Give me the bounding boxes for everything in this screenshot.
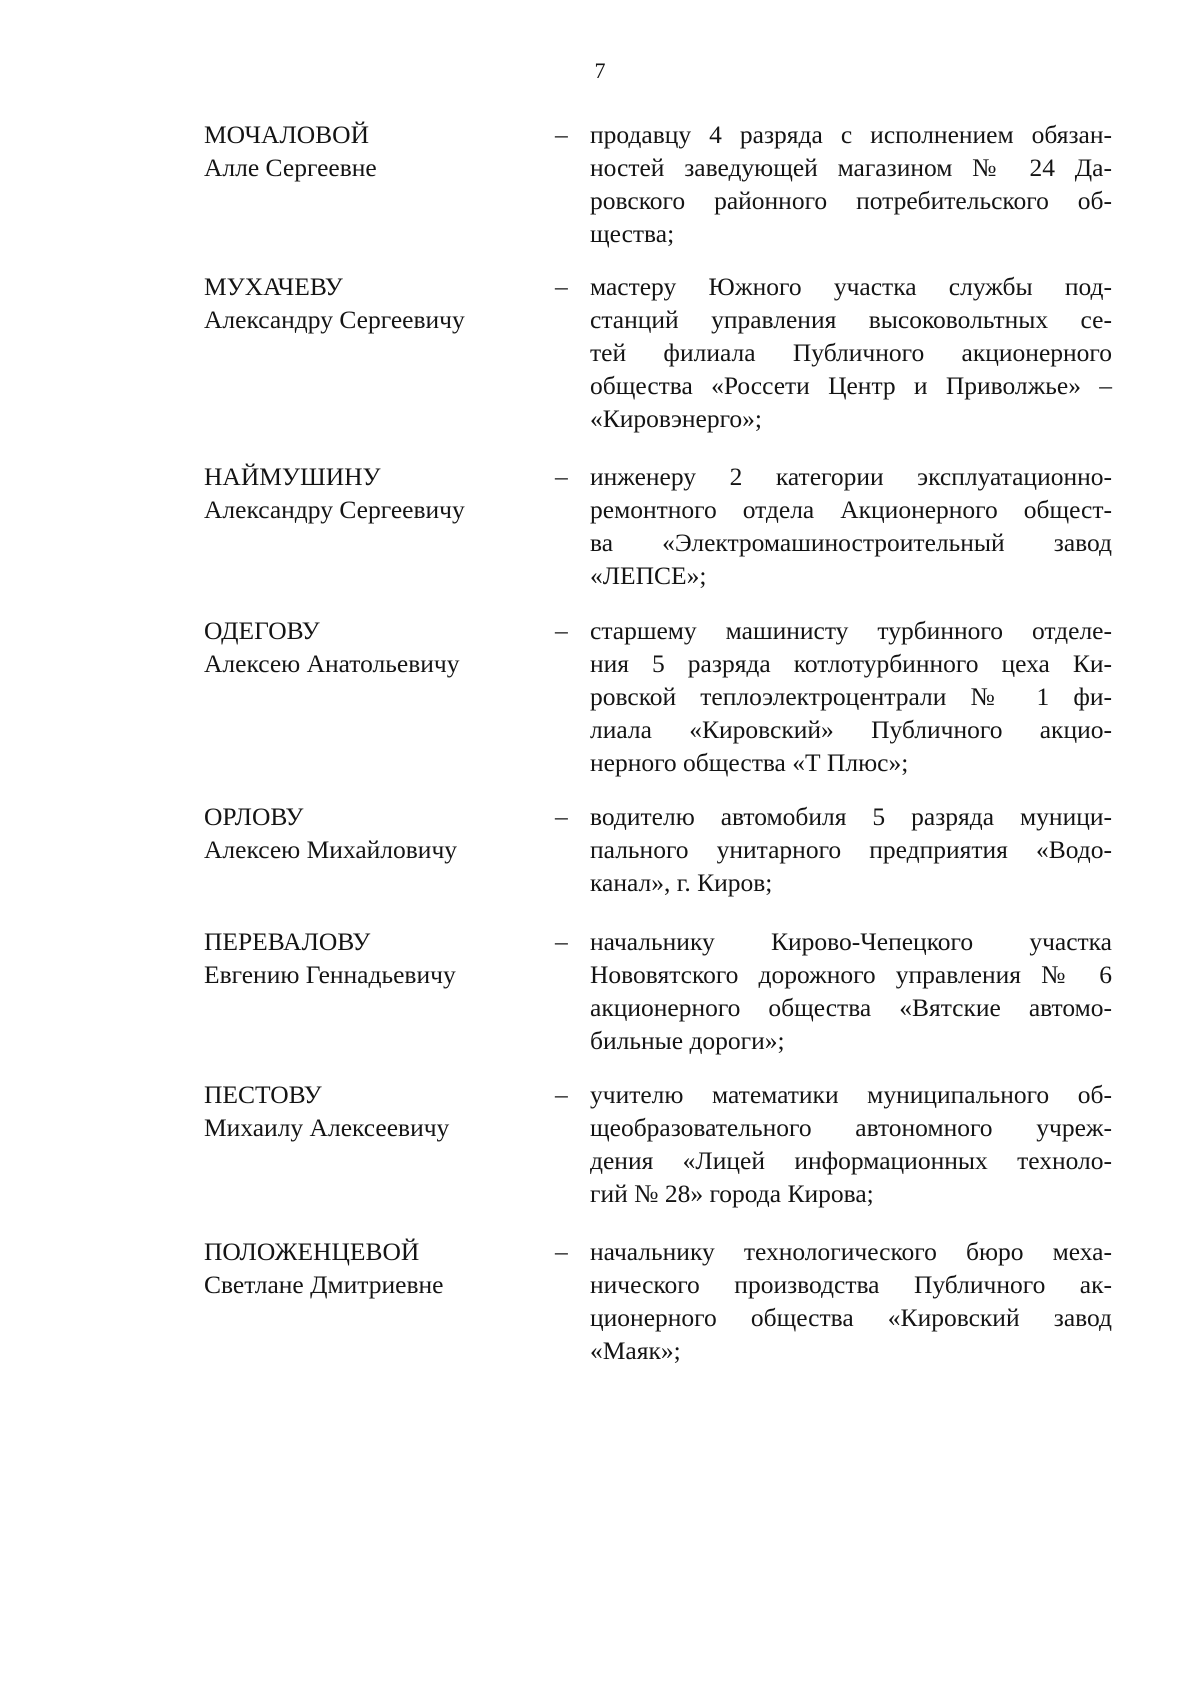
person-surname: ПЕСТОВУ <box>204 1080 322 1109</box>
page-number: 7 <box>594 58 606 83</box>
description-line: «Маяк»; <box>590 1336 681 1365</box>
description-line: водителю автомобиля 5 разряда муници- <box>590 802 1112 831</box>
description-line: ровской теплоэлектроцентрали № 1 фи- <box>590 682 1112 711</box>
person-name <box>204 1078 544 1144</box>
person-surname: ПОЛОЖЕНЦЕВОЙ <box>204 1237 420 1266</box>
person-name <box>204 925 544 991</box>
person-name <box>204 800 544 866</box>
description-line: «Кировэнерго»; <box>590 404 763 433</box>
description-line: «ЛЕПСЕ»; <box>590 561 707 590</box>
person-given-names: Алексею Михайловичу <box>204 835 458 864</box>
description-line: продавцу 4 разряда с исполнением обязан- <box>590 120 1112 149</box>
separator-dash: – <box>555 1080 568 1109</box>
person-given-names: Алексею Анатольевичу <box>204 649 460 678</box>
description-line: нического производства Публичного ак- <box>590 1270 1112 1299</box>
person-given-names: Александру Сергеевичу <box>204 495 465 524</box>
position-description <box>590 270 1112 435</box>
description-line: общества «Россети Центр и Приволжье» – <box>590 371 1112 400</box>
person-surname: МУХАЧЕВУ <box>204 272 343 301</box>
person-name <box>204 460 544 526</box>
description-line: Нововятского дорожного управления № 6 <box>590 960 1112 989</box>
description-line: нерного общества «Т Плюс»; <box>590 748 909 777</box>
person-name <box>204 1235 544 1301</box>
person-name <box>204 118 544 184</box>
description-line: мастеру Южного участка службы под- <box>590 272 1112 301</box>
person-surname: ОРЛОВУ <box>204 802 304 831</box>
description-line: инженеру 2 категории эксплуатационно- <box>590 462 1112 491</box>
separator-dash: – <box>555 120 568 149</box>
description-line: ционерного общества «Кировский завод <box>590 1303 1112 1332</box>
description-line: щества; <box>590 219 675 248</box>
position-description <box>590 614 1112 779</box>
description-line: бильные дороги»; <box>590 1026 785 1055</box>
description-line: лиала «Кировский» Публичного акцио- <box>590 715 1112 744</box>
person-surname: ПЕРЕВАЛОВУ <box>204 927 371 956</box>
description-line: ремонтного отдела Акционерного общест- <box>590 495 1112 524</box>
separator-dash: – <box>555 616 568 645</box>
position-description <box>590 460 1112 592</box>
description-line: пального унитарного предприятия «Водо- <box>590 835 1112 864</box>
description-line: тей филиала Публичного акционерного <box>590 338 1112 367</box>
description-line: канал», г. Киров; <box>590 868 773 897</box>
description-line: станций управления высоковольтных се- <box>590 305 1112 334</box>
position-description <box>590 925 1112 1057</box>
person-surname: ОДЕГОВУ <box>204 616 320 645</box>
person-given-names: Евгению Геннадьевичу <box>204 960 456 989</box>
person-name <box>204 270 544 336</box>
description-line: начальнику технологического бюро меха- <box>590 1237 1112 1266</box>
description-line: учителю математики муниципального об- <box>590 1080 1112 1109</box>
description-line: ностей заведующей магазином № 24 Да- <box>590 153 1112 182</box>
description-line: дения «Лицей информационных техноло- <box>590 1146 1112 1175</box>
description-line: начальнику Кирово-Чепецкого участка <box>590 927 1112 956</box>
position-description <box>590 118 1112 250</box>
position-description <box>590 1235 1112 1367</box>
person-given-names: Алле Сергеевне <box>204 153 377 182</box>
description-line: ровского районного потребительского об- <box>590 186 1112 215</box>
description-line: старшему машинисту турбинного отделе- <box>590 616 1112 645</box>
description-line: гий № 28» города Кирова; <box>590 1179 874 1208</box>
person-given-names: Светлане Дмитриевне <box>204 1270 444 1299</box>
separator-dash: – <box>555 1237 568 1266</box>
description-line: акционерного общества «Вятские автомо- <box>590 993 1112 1022</box>
person-name <box>204 614 544 680</box>
description-line: щеобразовательного автономного учреж- <box>590 1113 1112 1142</box>
description-line: ния 5 разряда котлотурбинного цеха Ки- <box>590 649 1112 678</box>
separator-dash: – <box>555 802 568 831</box>
person-given-names: Михаилу Алексеевичу <box>204 1113 450 1142</box>
person-given-names: Александру Сергеевичу <box>204 305 465 334</box>
description-line: ва «Электромашиностроительный завод <box>590 528 1112 557</box>
position-description <box>590 1078 1112 1210</box>
person-surname: НАЙМУШИНУ <box>204 462 381 491</box>
person-surname: МОЧАЛОВОЙ <box>204 120 369 149</box>
separator-dash: – <box>555 272 568 301</box>
separator-dash: – <box>555 462 568 491</box>
position-description <box>590 800 1112 899</box>
separator-dash: – <box>555 927 568 956</box>
